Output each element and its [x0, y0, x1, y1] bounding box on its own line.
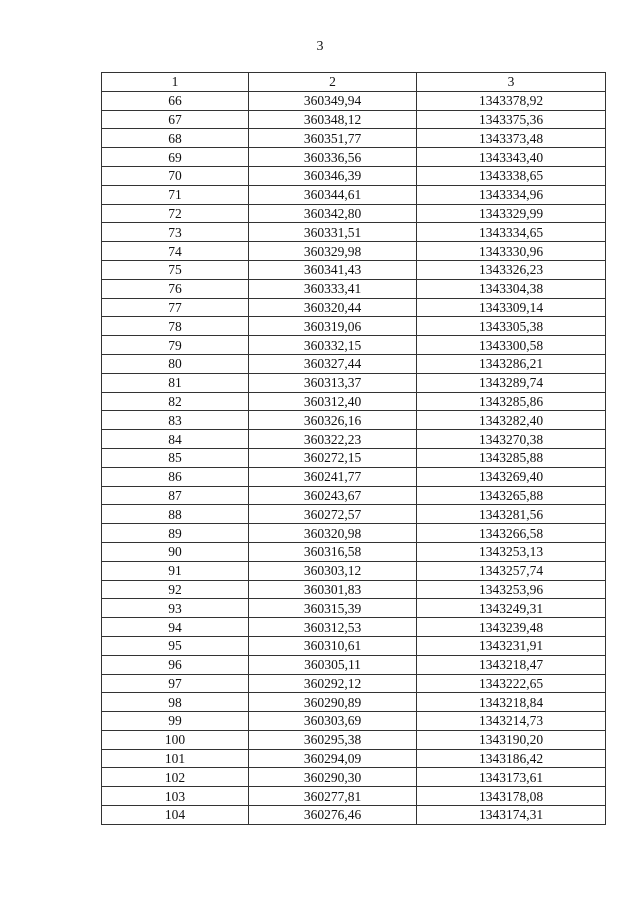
y-coordinate-cell: 1343334,65	[417, 223, 606, 242]
y-coordinate-cell: 1343214,73	[417, 712, 606, 731]
table-row	[102, 655, 606, 674]
table-row	[102, 430, 606, 449]
page-number: 3	[316, 39, 324, 54]
y-coordinate-cell: 1343289,74	[417, 373, 606, 392]
column-header-1: 1	[102, 73, 249, 92]
y-coordinate-cell: 1343304,38	[417, 279, 606, 298]
y-coordinate-cell: 1343282,40	[417, 411, 606, 430]
point-number-cell: 74	[102, 242, 249, 261]
x-coordinate-cell: 360315,39	[249, 599, 417, 618]
x-coordinate-cell: 360241,77	[249, 467, 417, 486]
point-number-cell: 101	[102, 749, 249, 768]
y-coordinate-cell: 1343231,91	[417, 636, 606, 655]
table-row	[102, 223, 606, 242]
table-row	[102, 110, 606, 129]
y-coordinate-cell: 1343309,14	[417, 298, 606, 317]
table-row	[102, 166, 606, 185]
column-header-3: 3	[417, 73, 606, 92]
x-coordinate-cell: 360292,12	[249, 674, 417, 693]
x-coordinate-cell: 360303,69	[249, 712, 417, 731]
point-number-cell: 86	[102, 467, 249, 486]
table-row	[102, 787, 606, 806]
table-row	[102, 185, 606, 204]
table-row	[102, 768, 606, 787]
point-number-cell: 89	[102, 524, 249, 543]
point-number-cell: 75	[102, 260, 249, 279]
point-number-cell: 82	[102, 392, 249, 411]
table-row	[102, 260, 606, 279]
y-coordinate-cell: 1343257,74	[417, 561, 606, 580]
table-row	[102, 712, 606, 731]
y-coordinate-cell: 1343285,86	[417, 392, 606, 411]
x-coordinate-cell: 360312,53	[249, 618, 417, 637]
table-row	[102, 204, 606, 223]
point-number-cell: 79	[102, 336, 249, 355]
point-number-cell: 71	[102, 185, 249, 204]
point-number-cell: 103	[102, 787, 249, 806]
table-row	[102, 411, 606, 430]
x-coordinate-cell: 360331,51	[249, 223, 417, 242]
x-coordinate-cell: 360316,58	[249, 542, 417, 561]
y-coordinate-cell: 1343218,84	[417, 693, 606, 712]
table-row	[102, 242, 606, 261]
point-number-cell: 77	[102, 298, 249, 317]
x-coordinate-cell: 360272,57	[249, 505, 417, 524]
y-coordinate-cell: 1343178,08	[417, 787, 606, 806]
point-number-cell: 83	[102, 411, 249, 430]
y-coordinate-cell: 1343222,65	[417, 674, 606, 693]
x-coordinate-cell: 360336,56	[249, 148, 417, 167]
table-body	[102, 91, 606, 824]
point-number-cell: 76	[102, 279, 249, 298]
x-coordinate-cell: 360329,98	[249, 242, 417, 261]
table-row	[102, 580, 606, 599]
table-header-row	[102, 73, 606, 92]
x-coordinate-cell: 360320,44	[249, 298, 417, 317]
point-number-cell: 102	[102, 768, 249, 787]
y-coordinate-cell: 1343338,65	[417, 166, 606, 185]
y-coordinate-cell: 1343326,23	[417, 260, 606, 279]
y-coordinate-cell: 1343173,61	[417, 768, 606, 787]
y-coordinate-cell: 1343343,40	[417, 148, 606, 167]
point-number-cell: 81	[102, 373, 249, 392]
table-row	[102, 505, 606, 524]
table-row	[102, 91, 606, 110]
table-row	[102, 373, 606, 392]
x-coordinate-cell: 360341,43	[249, 260, 417, 279]
y-coordinate-cell: 1343249,31	[417, 599, 606, 618]
table-row	[102, 749, 606, 768]
table-row	[102, 561, 606, 580]
point-number-cell: 92	[102, 580, 249, 599]
x-coordinate-cell: 360301,83	[249, 580, 417, 599]
x-coordinate-cell: 360342,80	[249, 204, 417, 223]
point-number-cell: 98	[102, 693, 249, 712]
point-number-cell: 72	[102, 204, 249, 223]
y-coordinate-cell: 1343373,48	[417, 129, 606, 148]
table-row	[102, 542, 606, 561]
coordinates-table	[101, 72, 606, 825]
x-coordinate-cell: 360333,41	[249, 279, 417, 298]
point-number-cell: 100	[102, 730, 249, 749]
x-coordinate-cell: 360303,12	[249, 561, 417, 580]
y-coordinate-cell: 1343375,36	[417, 110, 606, 129]
column-header-2: 2	[249, 73, 417, 92]
y-coordinate-cell: 1343281,56	[417, 505, 606, 524]
x-coordinate-cell: 360326,16	[249, 411, 417, 430]
table-row	[102, 148, 606, 167]
y-coordinate-cell: 1343253,96	[417, 580, 606, 599]
x-coordinate-cell: 360310,61	[249, 636, 417, 655]
x-coordinate-cell: 360319,06	[249, 317, 417, 336]
point-number-cell: 94	[102, 618, 249, 637]
point-number-cell: 88	[102, 505, 249, 524]
y-coordinate-cell: 1343300,58	[417, 336, 606, 355]
y-coordinate-cell: 1343266,58	[417, 524, 606, 543]
table-row	[102, 730, 606, 749]
table-row	[102, 524, 606, 543]
x-coordinate-cell: 360294,09	[249, 749, 417, 768]
y-coordinate-cell: 1343305,38	[417, 317, 606, 336]
point-number-cell: 70	[102, 166, 249, 185]
y-coordinate-cell: 1343378,92	[417, 91, 606, 110]
x-coordinate-cell: 360332,15	[249, 336, 417, 355]
table-row	[102, 336, 606, 355]
y-coordinate-cell: 1343239,48	[417, 618, 606, 637]
x-coordinate-cell: 360348,12	[249, 110, 417, 129]
x-coordinate-cell: 360320,98	[249, 524, 417, 543]
x-coordinate-cell: 360290,89	[249, 693, 417, 712]
x-coordinate-cell: 360349,94	[249, 91, 417, 110]
table-row	[102, 674, 606, 693]
point-number-cell: 96	[102, 655, 249, 674]
point-number-cell: 78	[102, 317, 249, 336]
point-number-cell: 93	[102, 599, 249, 618]
y-coordinate-cell: 1343190,20	[417, 730, 606, 749]
point-number-cell: 97	[102, 674, 249, 693]
x-coordinate-cell: 360243,67	[249, 486, 417, 505]
point-number-cell: 69	[102, 148, 249, 167]
y-coordinate-cell: 1343329,99	[417, 204, 606, 223]
table-row	[102, 448, 606, 467]
table-row	[102, 618, 606, 637]
point-number-cell: 85	[102, 448, 249, 467]
y-coordinate-cell: 1343174,31	[417, 806, 606, 825]
table-row	[102, 693, 606, 712]
x-coordinate-cell: 360346,39	[249, 166, 417, 185]
point-number-cell: 66	[102, 91, 249, 110]
x-coordinate-cell: 360272,15	[249, 448, 417, 467]
point-number-cell: 84	[102, 430, 249, 449]
point-number-cell: 91	[102, 561, 249, 580]
table-row	[102, 279, 606, 298]
x-coordinate-cell: 360277,81	[249, 787, 417, 806]
y-coordinate-cell: 1343265,88	[417, 486, 606, 505]
y-coordinate-cell: 1343186,42	[417, 749, 606, 768]
y-coordinate-cell: 1343286,21	[417, 354, 606, 373]
x-coordinate-cell: 360276,46	[249, 806, 417, 825]
point-number-cell: 87	[102, 486, 249, 505]
point-number-cell: 73	[102, 223, 249, 242]
table-row	[102, 298, 606, 317]
x-coordinate-cell: 360351,77	[249, 129, 417, 148]
x-coordinate-cell: 360312,40	[249, 392, 417, 411]
x-coordinate-cell: 360295,38	[249, 730, 417, 749]
y-coordinate-cell: 1343218,47	[417, 655, 606, 674]
table-row	[102, 317, 606, 336]
point-number-cell: 68	[102, 129, 249, 148]
point-number-cell: 80	[102, 354, 249, 373]
point-number-cell: 99	[102, 712, 249, 731]
table-row	[102, 806, 606, 825]
y-coordinate-cell: 1343269,40	[417, 467, 606, 486]
x-coordinate-cell: 360290,30	[249, 768, 417, 787]
point-number-cell: 90	[102, 542, 249, 561]
y-coordinate-cell: 1343330,96	[417, 242, 606, 261]
point-number-cell: 67	[102, 110, 249, 129]
table-row	[102, 599, 606, 618]
table-row	[102, 129, 606, 148]
y-coordinate-cell: 1343285,88	[417, 448, 606, 467]
table-row	[102, 636, 606, 655]
y-coordinate-cell: 1343270,38	[417, 430, 606, 449]
point-number-cell: 104	[102, 806, 249, 825]
table-row	[102, 467, 606, 486]
x-coordinate-cell: 360327,44	[249, 354, 417, 373]
point-number-cell: 95	[102, 636, 249, 655]
x-coordinate-cell: 360305,11	[249, 655, 417, 674]
y-coordinate-cell: 1343334,96	[417, 185, 606, 204]
table-row	[102, 392, 606, 411]
x-coordinate-cell: 360322,23	[249, 430, 417, 449]
table-row	[102, 354, 606, 373]
y-coordinate-cell: 1343253,13	[417, 542, 606, 561]
table-row	[102, 486, 606, 505]
x-coordinate-cell: 360344,61	[249, 185, 417, 204]
x-coordinate-cell: 360313,37	[249, 373, 417, 392]
